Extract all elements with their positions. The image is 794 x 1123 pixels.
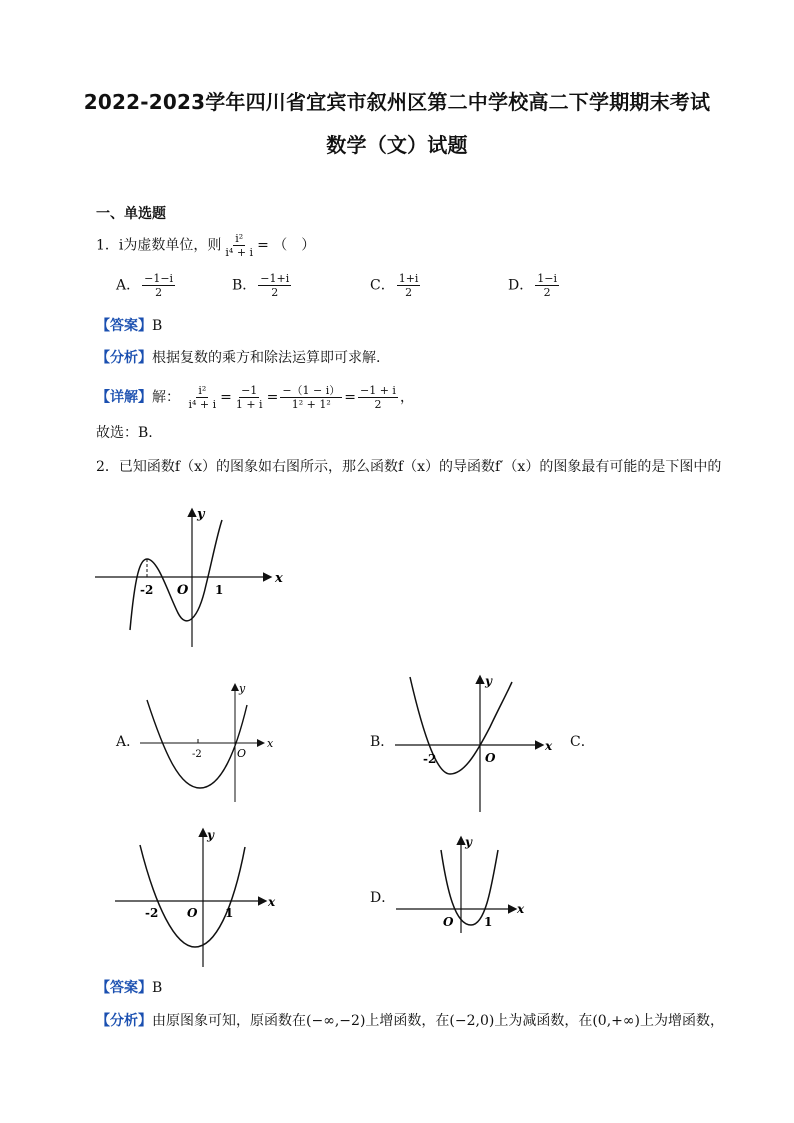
step-2: $\frac{-1}{1 + i}$ <box>235 384 263 411</box>
svg-text:-2: -2 <box>423 752 437 766</box>
svg-text:x: x <box>545 739 553 753</box>
question-fraction: $\frac{\text{i²}}{\text{i⁴ + i}}$ <box>225 232 254 259</box>
graph-option-c-label: C． <box>570 734 595 750</box>
question-text-after: = （ ） <box>257 237 316 254</box>
option-b: B． $\frac{-1+i}{2}$ <box>232 272 290 299</box>
question-number: 1． <box>96 237 119 254</box>
svg-text:y: y <box>485 674 492 688</box>
svg-text:O: O <box>443 915 454 929</box>
svg-text:O: O <box>237 747 247 760</box>
option-a: A． $\frac{-1-i}{2}$ <box>116 272 174 299</box>
label-x: x <box>275 571 283 586</box>
svg-text:O: O <box>187 906 198 920</box>
svg-text:1: 1 <box>225 906 234 920</box>
section-heading: 一、单选题 <box>96 206 166 222</box>
analysis-text: 根据复数的乘方和除法运算即可求解. <box>152 350 381 366</box>
q2-analysis-line: 【分析】由原图象可知，原函数在(−∞,−2)上增函数，在(−2,0)上为减函数，在(0,+∞)上为增函数， <box>96 1013 724 1029</box>
graph-option-d <box>393 835 528 935</box>
label-y: y <box>197 507 205 522</box>
svg-text:-2: -2 <box>192 749 202 760</box>
step-3: $\frac{-(1 - i)}{\text{1² + 1²}}$ <box>282 384 341 411</box>
svg-text:x: x <box>517 902 525 916</box>
step-1: $\frac{\text{i²}}{\text{i⁴ + i}}$ <box>188 384 217 411</box>
svg-text:y: y <box>207 828 214 842</box>
conclusion-line: 故选：B. <box>96 425 153 441</box>
svg-text:y: y <box>465 835 472 849</box>
svg-text:1: 1 <box>484 915 493 929</box>
graph-option-d-label: D． <box>370 890 396 906</box>
label-1: 1 <box>215 583 224 597</box>
option-d: D． $\frac{1-i}{2}$ <box>508 272 557 299</box>
graph-option-b <box>390 672 555 817</box>
original-graph <box>90 505 290 650</box>
label-neg2: -2 <box>140 583 154 597</box>
question-2: 2．已知函数f（x）的图象如右图所示，那么函数f（x）的导函数f′（x）的图象最有可能的是下图中的 <box>96 459 722 475</box>
answer-line <box>96 317 162 335</box>
graph-option-c <box>115 825 280 970</box>
detail-line: 【详解】解： $\frac{\text{i²}}{\text{i⁴ + i}}$ = $\frac{-1}{1 + i}$ = $\frac{-(1 - i)}{\text{1² + 1²}}$ = $\frac{-1 + i}{2}$ ， <box>96 384 414 411</box>
option-c: C． $\frac{1+i}{2}$ <box>370 272 419 299</box>
svg-text:y: y <box>239 682 246 695</box>
graph-option-a <box>135 680 275 805</box>
graph-option-b-label: B． <box>370 734 395 750</box>
answer-value: B <box>152 318 163 334</box>
detail-tag: 【详解】 <box>96 389 152 406</box>
svg-text:x: x <box>267 737 274 750</box>
analysis-line <box>96 349 380 367</box>
label-o: O <box>177 583 189 598</box>
exam-subtitle: 数学（文）试题 <box>326 133 468 157</box>
answer-tag: 【答案】 <box>96 318 152 334</box>
analysis-tag: 【分析】 <box>96 350 152 366</box>
question-text: i为虚数单位，则 <box>118 237 222 254</box>
curve-f <box>130 520 222 630</box>
step-4: $\frac{-1 + i}{2}$ <box>360 384 396 411</box>
question-1 <box>96 232 315 259</box>
svg-text:O: O <box>485 751 496 765</box>
graph-option-a-label: A． <box>116 734 141 750</box>
exam-title: 2022-2023学年四川省宜宾市叙州区第二中学校高二下学期期末考试 <box>83 90 711 114</box>
svg-text:x: x <box>268 895 276 909</box>
svg-text:-2: -2 <box>145 906 159 920</box>
q2-answer-line: 【答案】B <box>96 980 163 996</box>
